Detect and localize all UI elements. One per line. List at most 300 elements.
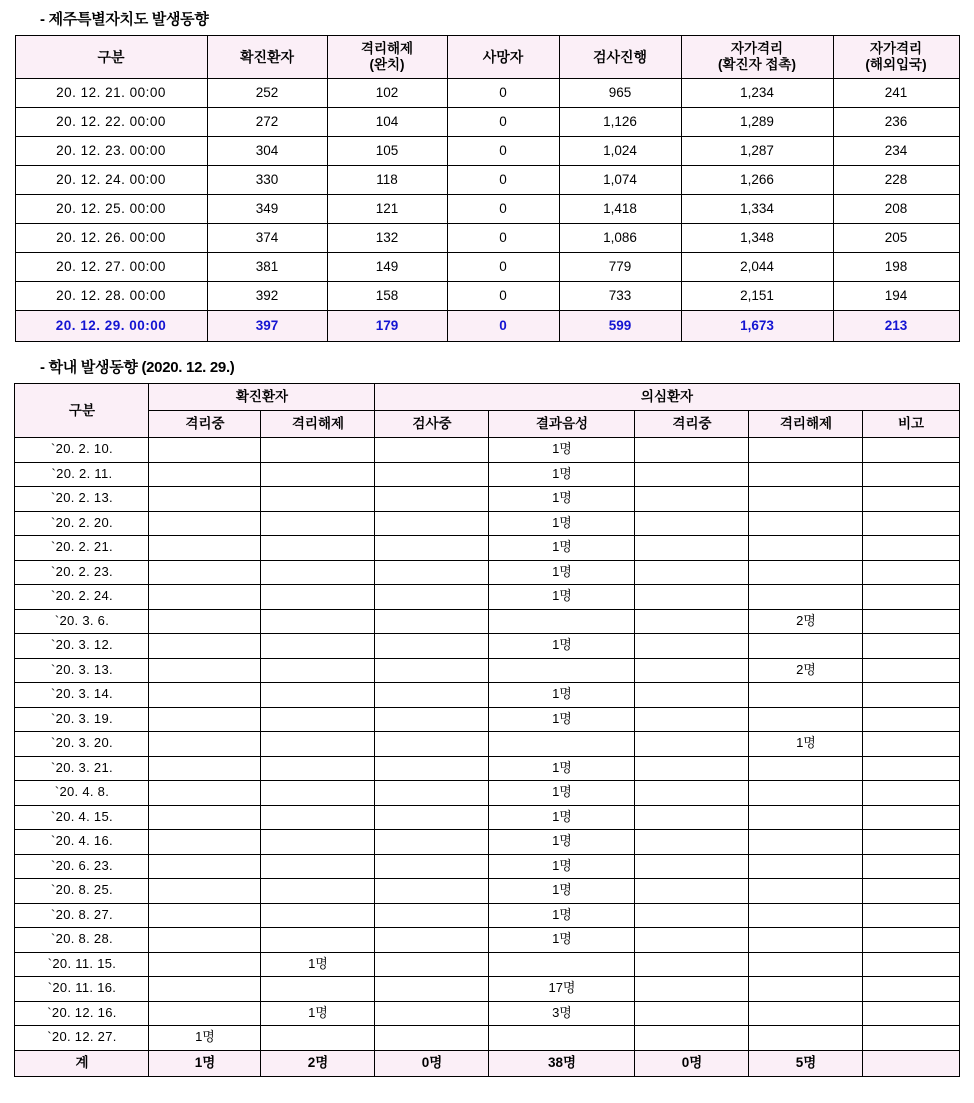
col-suspect-released: 격리해제 <box>749 411 863 438</box>
cell-date: 20. 12. 24. 00:00 <box>15 166 207 195</box>
cell-confirmed-released: 1명 <box>261 1001 375 1026</box>
jeju-trend-table <box>15 35 960 342</box>
cell-suspect-isolating <box>635 560 749 585</box>
cell-quarantine-contact: 1,287 <box>681 137 833 166</box>
cell-deaths: 0 <box>447 108 559 137</box>
cell-total-suspect-testing: 0명 <box>375 1050 489 1076</box>
cell-suspect-released <box>749 438 863 463</box>
cell-date: `20. 2. 20. <box>15 511 149 536</box>
cell-confirmed-released <box>261 683 375 708</box>
cell-date: `20. 2. 23. <box>15 560 149 585</box>
cell-suspect-negative: 1명 <box>489 438 635 463</box>
cell-remark <box>863 536 959 561</box>
col-suspect-isolating: 격리중 <box>635 411 749 438</box>
cell-suspect-testing <box>375 1026 489 1051</box>
table-row <box>15 707 959 732</box>
cell-suspect-isolating <box>635 952 749 977</box>
cell-date: `20. 3. 12. <box>15 634 149 659</box>
cell-released: 102 <box>327 79 447 108</box>
cell-date: `20. 4. 16. <box>15 830 149 855</box>
cell-quarantine-overseas: 236 <box>833 108 959 137</box>
cell-confirmed-isolating <box>149 560 261 585</box>
table-row <box>15 732 959 757</box>
cell-suspect-negative: 1명 <box>489 511 635 536</box>
cell-date: `20. 4. 8. <box>15 781 149 806</box>
table-header-row-sub <box>15 411 959 438</box>
cell-suspect-released <box>749 756 863 781</box>
col-confirmed: 확진환자 <box>207 36 327 79</box>
cell-remark <box>863 854 959 879</box>
col-suspect-negative: 결과음성 <box>489 411 635 438</box>
cell-suspect-isolating <box>635 732 749 757</box>
table-row <box>15 487 959 512</box>
cell-confirmed: 252 <box>207 79 327 108</box>
cell-deaths: 0 <box>447 311 559 342</box>
cell-confirmed-isolating <box>149 854 261 879</box>
cell-confirmed-released <box>261 1026 375 1051</box>
cell-date: 20. 12. 29. 00:00 <box>15 311 207 342</box>
cell-remark <box>863 707 959 732</box>
table-row <box>15 781 959 806</box>
cell-confirmed-released <box>261 903 375 928</box>
section1-title: - 제주특별자치도 발생동향 <box>40 11 209 28</box>
cell-remark <box>863 658 959 683</box>
cell-suspect-isolating <box>635 487 749 512</box>
cell-date: `20. 3. 19. <box>15 707 149 732</box>
cell-confirmed-released <box>261 536 375 561</box>
cell-suspect-testing <box>375 805 489 830</box>
cell-remark <box>863 903 959 928</box>
cell-remark <box>863 683 959 708</box>
cell-suspect-isolating <box>635 928 749 953</box>
table-row <box>15 879 959 904</box>
cell-confirmed: 349 <box>207 195 327 224</box>
cell-confirmed-released <box>261 585 375 610</box>
cell-suspect-testing <box>375 462 489 487</box>
cell-suspect-negative <box>489 1026 635 1051</box>
cell-confirmed-isolating <box>149 609 261 634</box>
cell-suspect-isolating <box>635 903 749 928</box>
cell-suspect-testing <box>375 756 489 781</box>
cell-suspect-released <box>749 536 863 561</box>
cell-deaths: 0 <box>447 282 559 311</box>
cell-quarantine-contact: 1,234 <box>681 79 833 108</box>
col-released-line2: (완치) <box>369 57 405 72</box>
table-row <box>15 756 959 781</box>
table-row <box>15 1001 959 1026</box>
cell-released: 149 <box>327 253 447 282</box>
cell-suspect-released <box>749 634 863 659</box>
table-row <box>15 511 959 536</box>
cell-confirmed: 272 <box>207 108 327 137</box>
cell-suspect-negative: 3명 <box>489 1001 635 1026</box>
table-row <box>15 830 959 855</box>
table-row <box>15 683 959 708</box>
cell-confirmed-isolating <box>149 830 261 855</box>
cell-suspect-testing <box>375 609 489 634</box>
cell-suspect-negative: 1명 <box>489 854 635 879</box>
cell-suspect-testing <box>375 1001 489 1026</box>
cell-date: 20. 12. 23. 00:00 <box>15 137 207 166</box>
cell-confirmed-released <box>261 854 375 879</box>
cell-remark <box>863 977 959 1002</box>
cell-confirmed-released <box>261 707 375 732</box>
table-row-latest <box>15 311 959 342</box>
cell-remark <box>863 585 959 610</box>
cell-confirmed-isolating <box>149 658 261 683</box>
table-row <box>15 658 959 683</box>
cell-quarantine-contact: 1,266 <box>681 166 833 195</box>
table-header-row-top <box>15 384 959 411</box>
cell-testing: 965 <box>559 79 681 108</box>
cell-confirmed-isolating: 1명 <box>149 1026 261 1051</box>
cell-confirmed-released <box>261 879 375 904</box>
table-row <box>15 536 959 561</box>
cell-suspect-testing <box>375 683 489 708</box>
cell-date: `20. 12. 27. <box>15 1026 149 1051</box>
table-row <box>15 854 959 879</box>
cell-date: `20. 11. 15. <box>15 952 149 977</box>
cell-suspect-released <box>749 854 863 879</box>
cell-total-label: 계 <box>15 1050 149 1076</box>
cell-confirmed-released <box>261 609 375 634</box>
cell-total-confirmed-released: 2명 <box>261 1050 375 1076</box>
cell-date: `20. 3. 6. <box>15 609 149 634</box>
cell-suspect-testing <box>375 536 489 561</box>
table-row <box>15 137 959 166</box>
cell-suspect-negative <box>489 609 635 634</box>
cell-deaths: 0 <box>447 79 559 108</box>
cell-suspect-isolating <box>635 977 749 1002</box>
cell-total-suspect-isolating: 0명 <box>635 1050 749 1076</box>
cell-suspect-negative: 1명 <box>489 683 635 708</box>
cell-confirmed-released <box>261 732 375 757</box>
cell-suspect-testing <box>375 658 489 683</box>
table-row <box>15 903 959 928</box>
cell-suspect-testing <box>375 781 489 806</box>
cell-confirmed-released: 1명 <box>261 952 375 977</box>
table-row <box>15 79 959 108</box>
cell-suspect-released <box>749 903 863 928</box>
cell-suspect-testing <box>375 928 489 953</box>
cell-remark <box>863 1001 959 1026</box>
table-row <box>15 609 959 634</box>
cell-date: `20. 2. 11. <box>15 462 149 487</box>
table-row <box>15 928 959 953</box>
cell-confirmed-isolating <box>149 707 261 732</box>
cell-suspect-negative <box>489 732 635 757</box>
cell-date: `20. 8. 28. <box>15 928 149 953</box>
cell-suspect-released <box>749 683 863 708</box>
section2-title: - 학내 발생동향 (2020. 12. 29.) <box>40 359 235 376</box>
cell-remark <box>863 487 959 512</box>
cell-total-remark <box>863 1050 959 1076</box>
table-row <box>15 253 959 282</box>
cell-suspect-testing <box>375 830 489 855</box>
cell-date: 20. 12. 25. 00:00 <box>15 195 207 224</box>
cell-quarantine-overseas: 198 <box>833 253 959 282</box>
cell-confirmed: 330 <box>207 166 327 195</box>
cell-date: `20. 8. 27. <box>15 903 149 928</box>
cell-deaths: 0 <box>447 224 559 253</box>
cell-confirmed-released <box>261 438 375 463</box>
cell-testing: 1,126 <box>559 108 681 137</box>
cell-suspect-released <box>749 511 863 536</box>
cell-confirmed: 397 <box>207 311 327 342</box>
col-suspect-testing: 검사중 <box>375 411 489 438</box>
cell-suspect-isolating <box>635 707 749 732</box>
cell-date: `20. 2. 21. <box>15 536 149 561</box>
cell-suspect-isolating <box>635 536 749 561</box>
cell-suspect-isolating <box>635 683 749 708</box>
cell-date: `20. 8. 25. <box>15 879 149 904</box>
cell-confirmed-isolating <box>149 781 261 806</box>
cell-confirmed: 392 <box>207 282 327 311</box>
cell-suspect-negative: 1명 <box>489 756 635 781</box>
cell-suspect-negative: 1명 <box>489 707 635 732</box>
cell-suspect-released <box>749 707 863 732</box>
cell-released: 132 <box>327 224 447 253</box>
cell-suspect-released <box>749 1026 863 1051</box>
cell-confirmed-released <box>261 487 375 512</box>
cell-confirmed-isolating <box>149 511 261 536</box>
cell-suspect-released <box>749 977 863 1002</box>
cell-quarantine-overseas: 194 <box>833 282 959 311</box>
cell-remark <box>863 756 959 781</box>
cell-suspect-negative: 1명 <box>489 462 635 487</box>
cell-confirmed-released <box>261 781 375 806</box>
cell-date: 20. 12. 22. 00:00 <box>15 108 207 137</box>
cell-suspect-released <box>749 879 863 904</box>
cell-released: 179 <box>327 311 447 342</box>
cell-suspect-isolating <box>635 1001 749 1026</box>
cell-suspect-isolating <box>635 585 749 610</box>
cell-suspect-released <box>749 928 863 953</box>
cell-suspect-negative: 1명 <box>489 536 635 561</box>
cell-remark <box>863 1026 959 1051</box>
cell-confirmed-isolating <box>149 585 261 610</box>
col-confirmed-isolating: 격리중 <box>149 411 261 438</box>
cell-suspect-testing <box>375 732 489 757</box>
cell-remark <box>863 781 959 806</box>
cell-confirmed-released <box>261 560 375 585</box>
col-gubun: 구분 <box>15 36 207 79</box>
cell-quarantine-overseas: 208 <box>833 195 959 224</box>
cell-quarantine-overseas: 234 <box>833 137 959 166</box>
cell-date: `20. 2. 24. <box>15 585 149 610</box>
cell-suspect-negative: 1명 <box>489 903 635 928</box>
cell-suspect-released <box>749 805 863 830</box>
cell-confirmed-isolating <box>149 952 261 977</box>
cell-suspect-testing <box>375 977 489 1002</box>
cell-suspect-negative: 1명 <box>489 585 635 610</box>
cell-testing: 599 <box>559 311 681 342</box>
cell-deaths: 0 <box>447 166 559 195</box>
cell-confirmed-released <box>261 805 375 830</box>
col-quarantine-overseas-line1: 자가격리 <box>869 41 923 57</box>
table-row <box>15 438 959 463</box>
cell-testing: 733 <box>559 282 681 311</box>
cell-suspect-negative: 1명 <box>489 634 635 659</box>
cell-confirmed-isolating <box>149 487 261 512</box>
table-row <box>15 462 959 487</box>
cell-suspect-isolating <box>635 609 749 634</box>
cell-suspect-isolating <box>635 462 749 487</box>
cell-deaths: 0 <box>447 195 559 224</box>
cell-date: `20. 3. 13. <box>15 658 149 683</box>
cell-date: 20. 12. 21. 00:00 <box>15 79 207 108</box>
cell-suspect-released <box>749 952 863 977</box>
col-quarantine-contact-line1: 자가격리 <box>730 41 784 57</box>
cell-testing: 1,418 <box>559 195 681 224</box>
cell-suspect-testing <box>375 879 489 904</box>
cell-confirmed-isolating <box>149 634 261 659</box>
cell-suspect-released <box>749 462 863 487</box>
cell-quarantine-overseas: 205 <box>833 224 959 253</box>
table-row <box>15 166 959 195</box>
cell-confirmed-isolating <box>149 756 261 781</box>
cell-confirmed: 381 <box>207 253 327 282</box>
col-quarantine-contact <box>681 36 833 79</box>
cell-testing: 1,024 <box>559 137 681 166</box>
cell-released: 104 <box>327 108 447 137</box>
cell-released: 105 <box>327 137 447 166</box>
col-group-confirmed: 확진환자 <box>149 384 375 411</box>
table-row <box>15 195 959 224</box>
cell-suspect-released: 2명 <box>749 609 863 634</box>
cell-quarantine-contact: 1,334 <box>681 195 833 224</box>
cell-confirmed-isolating <box>149 438 261 463</box>
col-testing: 검사진행 <box>559 36 681 79</box>
cell-remark <box>863 805 959 830</box>
cell-date: 20. 12. 27. 00:00 <box>15 253 207 282</box>
cell-date: `20. 2. 13. <box>15 487 149 512</box>
col-quarantine-overseas <box>833 36 959 79</box>
cell-suspect-negative: 1명 <box>489 879 635 904</box>
cell-total-suspect-negative: 38명 <box>489 1050 635 1076</box>
cell-suspect-isolating <box>635 805 749 830</box>
cell-date: 20. 12. 28. 00:00 <box>15 282 207 311</box>
col-confirmed-released: 격리해제 <box>261 411 375 438</box>
cell-suspect-negative: 1명 <box>489 928 635 953</box>
cell-suspect-isolating <box>635 830 749 855</box>
table-row-total <box>15 1050 959 1076</box>
cell-suspect-isolating <box>635 756 749 781</box>
cell-confirmed-released <box>261 830 375 855</box>
campus-trend-table <box>14 383 959 1077</box>
cell-testing: 1,074 <box>559 166 681 195</box>
cell-quarantine-contact: 1,348 <box>681 224 833 253</box>
table-row <box>15 224 959 253</box>
cell-suspect-testing <box>375 854 489 879</box>
cell-confirmed-isolating <box>149 1001 261 1026</box>
cell-confirmed-released <box>261 511 375 536</box>
cell-date: `20. 2. 10. <box>15 438 149 463</box>
cell-remark <box>863 560 959 585</box>
cell-testing: 779 <box>559 253 681 282</box>
cell-suspect-testing <box>375 634 489 659</box>
table-row <box>15 634 959 659</box>
cell-date: `20. 4. 15. <box>15 805 149 830</box>
cell-suspect-testing <box>375 903 489 928</box>
cell-suspect-isolating <box>635 1026 749 1051</box>
cell-quarantine-contact: 1,673 <box>681 311 833 342</box>
cell-confirmed-released <box>261 634 375 659</box>
col-gubun: 구분 <box>15 384 149 438</box>
cell-date: `20. 3. 21. <box>15 756 149 781</box>
cell-suspect-released <box>749 487 863 512</box>
cell-confirmed-isolating <box>149 683 261 708</box>
cell-suspect-isolating <box>635 438 749 463</box>
cell-remark <box>863 462 959 487</box>
cell-suspect-testing <box>375 707 489 732</box>
cell-suspect-negative: 1명 <box>489 560 635 585</box>
cell-suspect-negative: 1명 <box>489 805 635 830</box>
cell-remark <box>863 438 959 463</box>
cell-confirmed-isolating <box>149 903 261 928</box>
cell-suspect-negative <box>489 952 635 977</box>
cell-confirmed-isolating <box>149 879 261 904</box>
cell-remark <box>863 928 959 953</box>
cell-remark <box>863 634 959 659</box>
cell-confirmed-released <box>261 756 375 781</box>
cell-total-confirmed-isolating: 1명 <box>149 1050 261 1076</box>
col-deaths: 사망자 <box>447 36 559 79</box>
col-quarantine-overseas-line2: (해외입국) <box>865 57 927 72</box>
table-row <box>15 560 959 585</box>
cell-suspect-testing <box>375 438 489 463</box>
cell-deaths: 0 <box>447 137 559 166</box>
cell-released: 121 <box>327 195 447 224</box>
cell-confirmed-isolating <box>149 928 261 953</box>
table-header-row <box>15 36 959 79</box>
cell-confirmed-isolating <box>149 732 261 757</box>
cell-quarantine-overseas: 228 <box>833 166 959 195</box>
cell-suspect-negative: 1명 <box>489 830 635 855</box>
cell-remark <box>863 511 959 536</box>
cell-suspect-negative: 1명 <box>489 487 635 512</box>
cell-confirmed-isolating <box>149 805 261 830</box>
cell-confirmed-released <box>261 462 375 487</box>
cell-suspect-testing <box>375 560 489 585</box>
cell-suspect-isolating <box>635 658 749 683</box>
cell-suspect-isolating <box>635 879 749 904</box>
cell-date: `20. 11. 16. <box>15 977 149 1002</box>
cell-date: `20. 3. 14. <box>15 683 149 708</box>
cell-suspect-isolating <box>635 511 749 536</box>
cell-quarantine-contact: 2,044 <box>681 253 833 282</box>
cell-suspect-released: 2명 <box>749 658 863 683</box>
col-released <box>327 36 447 79</box>
cell-suspect-released: 1명 <box>749 732 863 757</box>
cell-confirmed-isolating <box>149 977 261 1002</box>
cell-suspect-isolating <box>635 634 749 659</box>
cell-total-suspect-released: 5명 <box>749 1050 863 1076</box>
cell-suspect-released <box>749 585 863 610</box>
table-row <box>15 282 959 311</box>
table-row <box>15 805 959 830</box>
cell-suspect-testing <box>375 952 489 977</box>
col-group-suspect: 의심환자 <box>375 384 959 411</box>
table-row <box>15 1026 959 1051</box>
cell-date: 20. 12. 26. 00:00 <box>15 224 207 253</box>
table-row <box>15 977 959 1002</box>
cell-released: 158 <box>327 282 447 311</box>
cell-quarantine-overseas: 241 <box>833 79 959 108</box>
cell-confirmed: 304 <box>207 137 327 166</box>
cell-suspect-isolating <box>635 854 749 879</box>
col-quarantine-contact-line2: (확진자 접촉) <box>718 57 796 72</box>
